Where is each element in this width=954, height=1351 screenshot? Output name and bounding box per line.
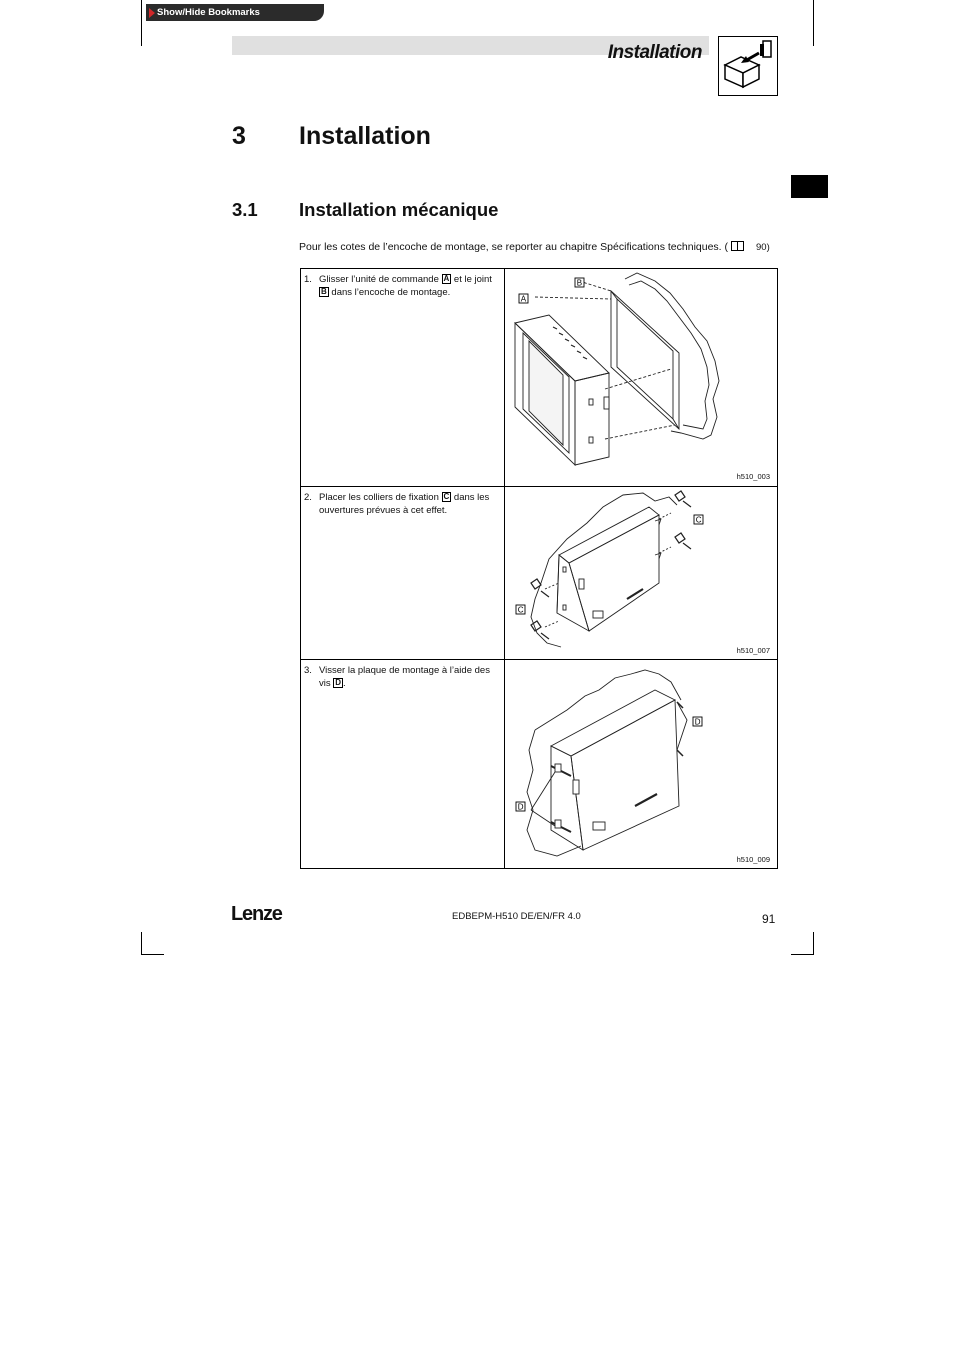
- step-text: Placer les colliers de fixation: [319, 492, 442, 503]
- fixing-clamps-illustration: [505, 487, 777, 660]
- step-instruction: [304, 664, 500, 690]
- step-text: Glisser l’unité de commande: [319, 274, 442, 285]
- step-figure: [505, 269, 777, 486]
- intro-text: Pour les cotes de l’encoche de montage, se reporter au chapitre Spécifications techniques. (: [299, 241, 728, 253]
- step-row: [301, 659, 777, 869]
- figure-caption: h510_009: [736, 855, 770, 864]
- book-icon: [731, 241, 744, 251]
- page-reference-link[interactable]: 90): [756, 242, 770, 253]
- bookmarks-label: Show/Hide Bookmarks: [157, 7, 260, 18]
- figure-label-a: A: [520, 294, 527, 304]
- show-hide-bookmarks-tab[interactable]: [146, 4, 324, 21]
- figure-label-c: C: [517, 605, 524, 615]
- figure-caption: h510_003: [736, 472, 770, 481]
- crop-mark-bottom-left-h: [141, 954, 164, 955]
- figure-label-d: D: [517, 802, 524, 812]
- page-number: 91: [762, 912, 776, 926]
- chapter-thumb-tab: [791, 175, 828, 198]
- step-text-cell: [301, 660, 505, 869]
- crop-mark-bottom-right-v: [813, 932, 814, 955]
- crop-mark-top-left: [141, 0, 142, 46]
- step-text: dans les ouvertures prévues à cet effet.: [319, 492, 490, 516]
- step-figure: [505, 660, 777, 869]
- installation-steps-table: [300, 268, 778, 869]
- document-reference: EDBEPM-H510 DE/EN/FR 4.0: [452, 911, 581, 922]
- step-text: et le joint: [451, 274, 492, 285]
- mounting-plate-screws-illustration: [505, 660, 777, 869]
- label-c-tag: C: [443, 492, 450, 501]
- intro-paragraph: [299, 241, 779, 253]
- section-number: 3.1: [232, 199, 258, 220]
- step-row: [301, 269, 777, 486]
- installation-box-icon: [718, 36, 778, 96]
- step-instruction: [304, 273, 500, 299]
- section-title: Installation mécanique: [299, 199, 499, 220]
- step-text: .: [343, 678, 346, 689]
- step-instruction: [304, 491, 500, 517]
- figure-label-c: C: [695, 515, 702, 525]
- step-figure: [505, 487, 777, 660]
- chapter-number: 3: [232, 122, 246, 150]
- lenze-logo: Lenze: [231, 903, 282, 925]
- crop-mark-bottom-left-v: [141, 932, 142, 955]
- label-a-tag: A: [443, 274, 450, 283]
- step-number: 1.: [304, 274, 312, 285]
- figure-label-b: B: [576, 278, 583, 288]
- step-number: 3.: [304, 665, 312, 676]
- step-row: [301, 486, 777, 660]
- running-header-title: Installation: [607, 42, 702, 63]
- chapter-title: Installation: [299, 122, 431, 150]
- label-d-tag: D: [335, 678, 342, 687]
- crop-mark-bottom-right-h: [791, 954, 814, 955]
- crop-mark-top-right: [813, 0, 814, 46]
- figure-caption: h510_007: [736, 646, 770, 655]
- step-text-cell: [301, 487, 505, 660]
- step-number: 2.: [304, 492, 312, 503]
- figure-label-d: D: [694, 717, 701, 727]
- label-b-tag: B: [321, 287, 327, 296]
- triangle-right-icon: [149, 8, 155, 18]
- step-text-cell: [301, 269, 505, 486]
- step-text: dans l’encoche de montage.: [328, 287, 451, 298]
- control-unit-insertion-illustration: [505, 269, 777, 486]
- step-text: Visser la plaque de montage à l’aide des vis: [319, 665, 490, 689]
